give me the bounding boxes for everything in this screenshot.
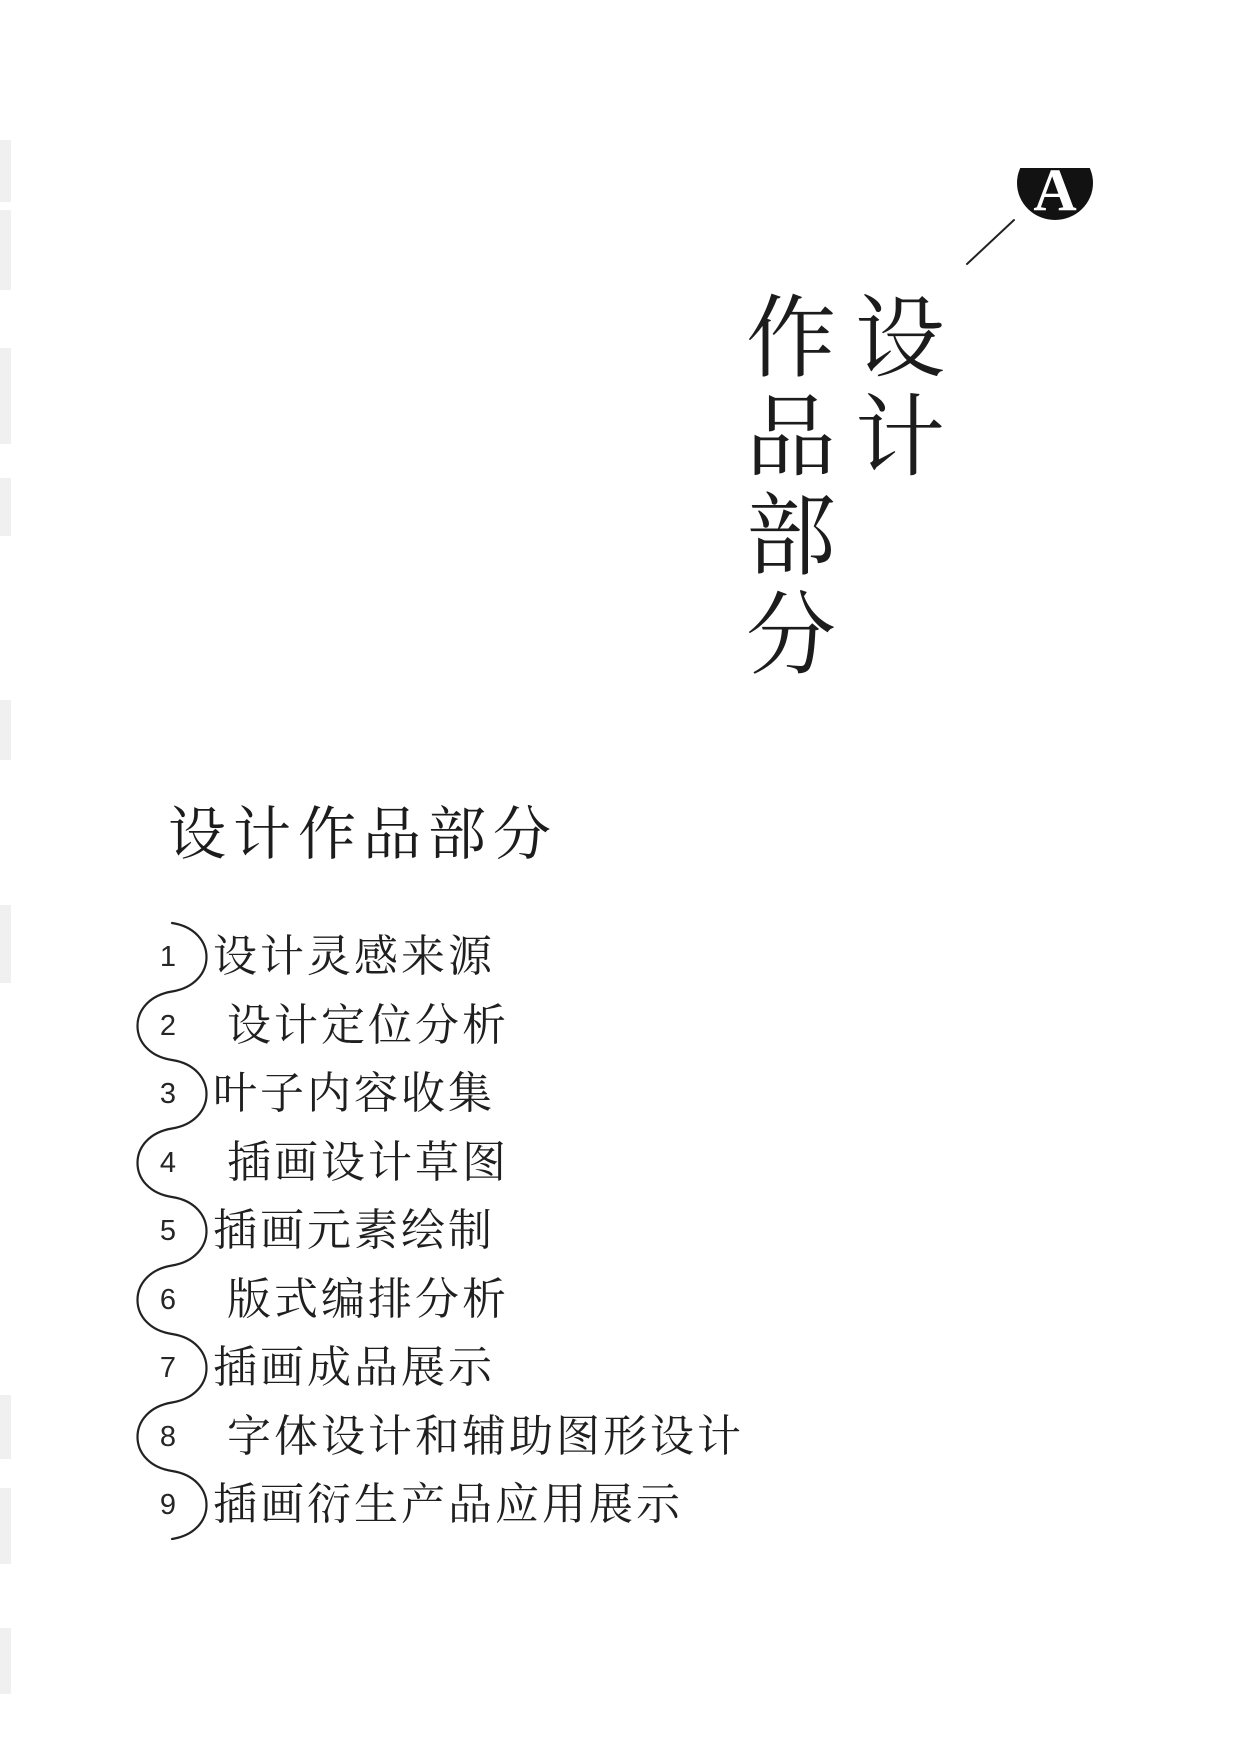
list-item	[0, 933, 1100, 981]
list-item-number: 1	[159, 941, 177, 973]
list-item-label: 插画衍生产品应用展示	[213, 1480, 683, 1529]
list-item-label: 设计灵感来源	[213, 932, 495, 981]
section-heading: 设计作品部分	[168, 802, 559, 867]
list-item	[0, 1413, 1100, 1461]
list-item	[0, 1481, 1100, 1529]
vertical-title-column-left: 作品部分	[732, 290, 832, 686]
list-item-number: 8	[159, 1421, 177, 1453]
list-item-label: 版式编排分析	[227, 1275, 509, 1324]
list-item-number: 7	[159, 1352, 177, 1384]
list-item-number: 3	[159, 1078, 177, 1110]
list-item-label: 叶子内容收集	[213, 1069, 495, 1118]
list-item-label: 设计定位分析	[227, 1001, 509, 1050]
list-item-label: 插画设计草图	[227, 1138, 509, 1187]
list-item-number: 4	[159, 1147, 177, 1179]
diagonal-pointer-line	[967, 220, 1014, 264]
list-item-number: 5	[159, 1215, 177, 1247]
list-item	[0, 1139, 1100, 1187]
list-item-number: 6	[159, 1284, 177, 1316]
list-item-label: 插画元素绘制	[213, 1206, 495, 1255]
list-item	[0, 1070, 1100, 1118]
list-item-number: 9	[159, 1489, 177, 1521]
vertical-title-column-right: 设计	[841, 290, 941, 488]
badge-letter-a: A	[1033, 168, 1077, 222]
list-item-label: 字体设计和辅助图形设计	[227, 1412, 744, 1461]
list-item	[0, 1207, 1100, 1255]
list-item	[0, 1002, 1100, 1050]
list-item	[0, 1344, 1100, 1392]
list-item-number: 2	[159, 1010, 177, 1042]
list-item	[0, 1276, 1100, 1324]
chapter-badge	[1016, 168, 1096, 222]
list-item-label: 插画成品展示	[213, 1343, 495, 1392]
